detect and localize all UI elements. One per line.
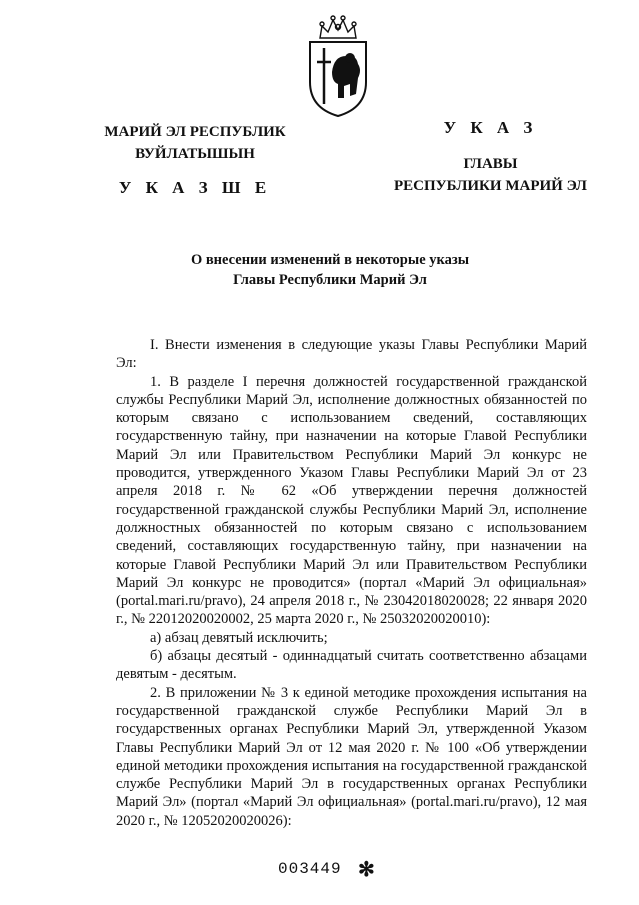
paragraph-2: 1. В разделе I перечня должностей государственной гражданской службы Республики Марий Эл, исполнение должностных обязанностей по которым связано с использованием сведений, составляющих государственную тайну, при назначении на которые Главой Республики Марий Эл или Правительством Республики Марий Эл конкурс не проводится, утвержденного Указом Главы Республики Марий Эл от 23 апреля 2018 г. № 62 «Об утверждении перечня должностей государственной гражданской службы Республики Марий Эл, исполнение должностных обязанностей по которым связано с использованием сведений, составляющих государственную тайну, при назначении на которые Главой Республики Марий Эл или Правительством Республики Марий Эл конкурс не проводится» (портал «Марий Эл официальная» (portal.mari.ru/pravo), 24 апреля 2018 г., № 23042018020028; 22 января 2020 г., № 22012020020002, 25 марта 2020 г., № 25032020020010):: [116, 373, 587, 628]
paragraph-3: а) абзац девятый исключить;: [150, 629, 328, 646]
document-body: [116, 336, 587, 830]
footer-mark: ✻: [358, 859, 375, 881]
header-right-line3: РЕСПУБЛИКИ МАРИЙ ЭЛ: [393, 178, 587, 194]
header-right-line1: У К А З: [443, 118, 538, 137]
paragraph-1: I. Внести изменения в следующие указы Главы Республики Марий Эл:: [116, 337, 587, 372]
paragraph-5: 2. В приложении № 3 к единой методике прохождения испытания на государственной гражданской службе Республики Марий Эл в государственных органах Республики Марий Эл, утвержденной Указом Главы Республики Марий Эл от 12 мая 2020 г. № 100 «Об утверждении единой методики прохождения испытания на государственной гражданской службе Республики Марий Эл в государственных органах Республики Марий Эл» (портал «Марий Эл официальная» (portal.mari.ru/pravo), 12 мая 2020 г., № 12052020020026):: [116, 684, 587, 829]
header-right-line2: ГЛАВЫ: [463, 156, 518, 172]
header-left-line2: ВУЙЛАТЫШЫН: [135, 146, 255, 162]
header-left-line3: У К А З Ш Е: [118, 178, 272, 197]
title-line1: О внесении изменений в некоторые указы: [190, 252, 470, 268]
title-line2: Главы Республики Марий Эл: [233, 272, 427, 288]
header-left-line1: МАРИЙ ЭЛ РЕСПУБЛИК: [104, 124, 286, 140]
coat-of-arms-icon: [298, 12, 378, 120]
document-title: [120, 250, 540, 290]
header-left: [95, 121, 295, 199]
header-right: [378, 118, 603, 197]
paragraph-4: б) абзацы десятый - одиннадцатый считать соответственно абзацами девятым - десятым.: [116, 648, 587, 683]
document-number: 003449: [278, 860, 342, 878]
